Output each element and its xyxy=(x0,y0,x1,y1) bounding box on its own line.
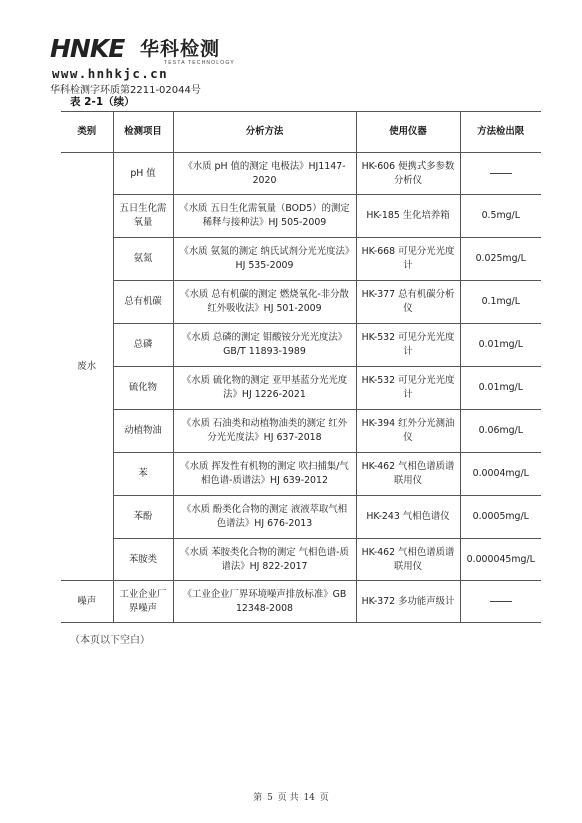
instrument-cell: HK-532 可见分光光度计 xyxy=(356,324,460,367)
method-cell: 《水质 硫化物的测定 亚甲基蓝分光光度法》HJ 1226-2021 xyxy=(173,367,356,410)
limit-cell: 0.01mg/L xyxy=(460,367,541,410)
method-cell: 《水质 苯胺类化合物的测定 气相色谱-质谱法》HJ 822-2017 xyxy=(173,539,356,581)
table-row xyxy=(61,581,541,623)
instrument-cell: HK-462 气相色谱质谱联用仪 xyxy=(356,453,460,496)
dash-mark xyxy=(490,601,512,602)
limit-cell: 0.5mg/L xyxy=(460,195,541,238)
instrument-cell: HK-462 气相色谱质谱联用仪 xyxy=(356,539,460,581)
table-row xyxy=(61,539,541,581)
limit-cell: 0.000045mg/L xyxy=(460,539,541,581)
table-row xyxy=(61,153,541,195)
blank-below-note: （本页以下空白） xyxy=(70,635,150,646)
method-cell: 《水质 酚类化合物的测定 液液萃取气相色谱法》HJ 676-2013 xyxy=(173,496,356,539)
item-cell: 五日生化需氧量 xyxy=(113,195,173,238)
header-method: 分析方法 xyxy=(173,112,356,153)
instrument-cell: HK-372 多功能声级计 xyxy=(356,581,460,623)
item-cell: 苯 xyxy=(113,453,173,496)
method-cell: 《水质 五日生化需氧量（BOD5）的测定 稀释与接种法》HJ 505-2009 xyxy=(173,195,356,238)
limit-cell: 0.01mg/L xyxy=(460,324,541,367)
table-row xyxy=(61,410,541,453)
instrument-cell: HK-377 总有机碳分析仪 xyxy=(356,281,460,324)
method-cell: 《水质 pH 值的测定 电极法》HJ1147-2020 xyxy=(173,153,356,195)
item-cell: 总磷 xyxy=(113,324,173,367)
table-row xyxy=(61,324,541,367)
dash-mark xyxy=(490,173,512,174)
header-instrument: 使用仪器 xyxy=(356,112,460,153)
logo-english-name: TESTA TECHNOLOGY xyxy=(164,60,235,66)
method-cell: 《工业企业厂界环境噪声排放标准》GB 12348-2008 xyxy=(173,581,356,623)
table-title: 表 2-1（续） xyxy=(70,96,135,108)
item-cell: 总有机碳 xyxy=(113,281,173,324)
limit-cell: 0.0004mg/L xyxy=(460,453,541,496)
header-category: 类别 xyxy=(61,112,113,153)
table-row xyxy=(61,496,541,539)
table-row xyxy=(61,367,541,410)
category-cell: 废水 xyxy=(61,153,113,581)
instrument-cell: HK-394 红外分光测油仪 xyxy=(356,410,460,453)
item-cell: 氨氮 xyxy=(113,238,173,281)
company-logo xyxy=(50,34,250,81)
table-row xyxy=(61,453,541,496)
instrument-cell: HK-668 可见分光光度计 xyxy=(356,238,460,281)
page-mid: 页 共 xyxy=(277,793,299,803)
category-cell: 噪声 xyxy=(61,581,113,623)
table-row xyxy=(61,281,541,324)
instrument-cell: HK-185 生化培养箱 xyxy=(356,195,460,238)
page-prefix: 第 xyxy=(253,793,263,803)
method-cell: 《水质 总磷的测定 钼酸铵分光光度法》GB/T 11893-1989 xyxy=(173,324,356,367)
limit-cell: 0.1mg/L xyxy=(460,281,541,324)
header-item: 检测项目 xyxy=(113,112,173,153)
item-cell: 苯胺类 xyxy=(113,539,173,581)
page-total: 14 xyxy=(303,793,315,803)
limit-cell: 0.0005mg/L xyxy=(460,496,541,539)
instrument-cell: HK-243 气相色谱仪 xyxy=(356,496,460,539)
limit-cell: 0.025mg/L xyxy=(460,238,541,281)
logo-url: www.hnhkjc.cn xyxy=(52,66,169,81)
page-current: 5 xyxy=(267,793,273,803)
item-cell: 苯酚 xyxy=(113,496,173,539)
limit-cell xyxy=(460,581,541,623)
table-row xyxy=(61,195,541,238)
item-cell: 工业企业厂界噪声 xyxy=(113,581,173,623)
page-number xyxy=(0,790,582,803)
method-cell: 《水质 石油类和动植物油类的测定 红外分光光度法》HJ 637-2018 xyxy=(173,410,356,453)
method-cell: 《水质 氨氮的测定 纳氏试剂分光光度法》HJ 535-2009 xyxy=(173,238,356,281)
item-cell: 硫化物 xyxy=(113,367,173,410)
header-detection-limit: 方法检出限 xyxy=(460,112,541,153)
logo-mark: HNKE xyxy=(50,34,125,63)
report-number: 华科检测字环质第2211-02044号 xyxy=(50,85,201,96)
table-row xyxy=(61,238,541,281)
item-cell: 动植物油 xyxy=(113,410,173,453)
limit-cell xyxy=(460,153,541,195)
logo-chinese-name: 华科检测 xyxy=(140,38,221,60)
page-suffix: 页 xyxy=(319,793,329,803)
item-cell: pH 值 xyxy=(113,153,173,195)
limit-cell: 0.06mg/L xyxy=(460,410,541,453)
method-cell: 《水质 总有机碳的测定 燃烧氧化-非分散红外吸收法》HJ 501-2009 xyxy=(173,281,356,324)
instrument-cell: HK-606 便携式多参数分析仪 xyxy=(356,153,460,195)
method-cell: 《水质 挥发性有机物的测定 吹扫捕集/气相色谱-质谱法》HJ 639-2012 xyxy=(173,453,356,496)
instrument-cell: HK-532 可见分光光度计 xyxy=(356,367,460,410)
methods-table xyxy=(61,111,541,623)
table-header-row xyxy=(61,112,541,153)
